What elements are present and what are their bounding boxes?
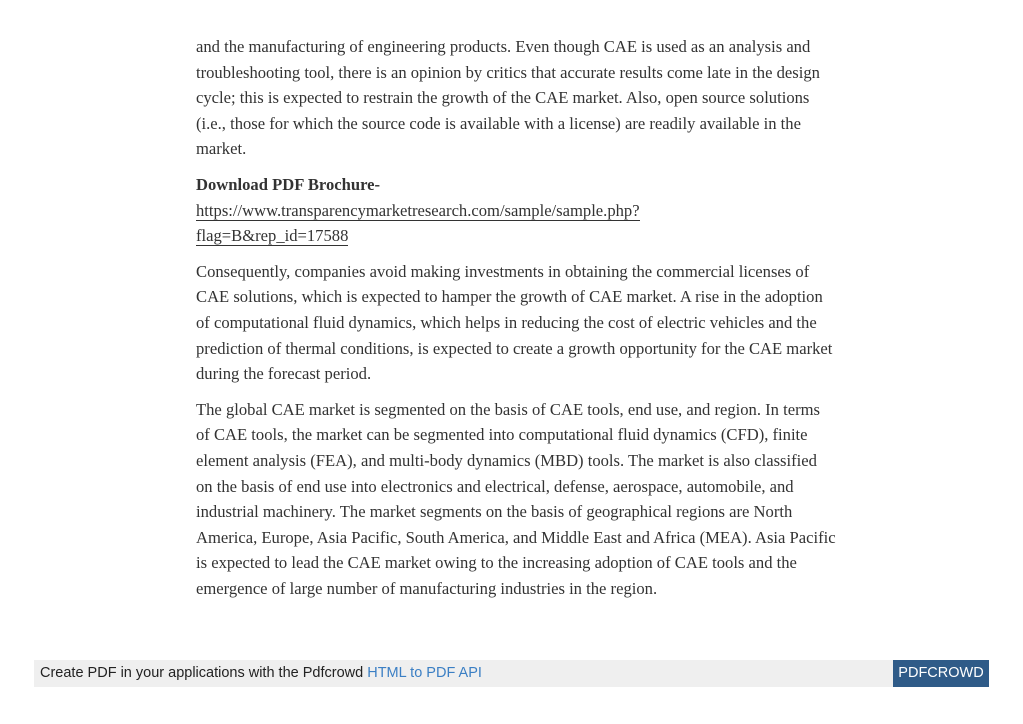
pdfcrowd-footer-bar — [34, 660, 989, 687]
pdfcrowd-brand-button[interactable]: PDFCROWD — [893, 660, 989, 687]
footer-text: Create PDF in your applications with the Pdfcrowd — [40, 665, 368, 681]
html-to-pdf-api-link[interactable]: HTML to PDF API — [367, 665, 482, 681]
paragraph-3: The global CAE market is segmented on the basis of CAE tools, end use, and region. In terms of CAE tools, the market can be segmented into computational fluid dynamics (CFD), finite element analysis (FEA), and multi-body dynamics (MBD) tools. The market is also classified on the basis of end use into electronics and electrical, defense, aerospace, automobile, and industrial machinery. The market segments on the basis of geographical regions are North America, Europe, Asia Pacific, South America, and Middle East and Africa (MEA). Asia Pacific is expected to lead the CAE market owing to the increasing adoption of CAE tools and the emergence of large number of manufacturing industries in the region. — [196, 399, 836, 598]
download-block — [196, 172, 836, 249]
footer-caption — [40, 665, 482, 681]
paragraph-1: and the manufacturing of engineering products. Even though CAE is used as an analysis and troubleshooting tool, there is an opinion by critics that accurate results come late in the design cycle; this is expected to restrain the growth of the CAE market. Also, open source solutions (i.e., those for which the source code is available with a license) are readily available in the market. — [196, 37, 820, 159]
brochure-link-line-2[interactable]: flag=B&rep_id=17588 — [196, 226, 349, 246]
download-heading: Download PDF Brochure- — [196, 174, 381, 194]
paragraph-2: Consequently, companies avoid making investments in obtaining the commercial licenses of CAE solutions, which is expected to hamper the growth of CAE market. A rise in the adoption of computational fluid dynamics, which helps in reducing the cost of electric vehicles and the prediction of thermal conditions, is expected to create a growth opportunity for the CAE market during the forecast period. — [196, 261, 833, 384]
brochure-link-line-1[interactable]: https://www.transparencymarketresearch.com/sample/sample.php? — [196, 200, 640, 220]
article-body — [196, 34, 836, 611]
